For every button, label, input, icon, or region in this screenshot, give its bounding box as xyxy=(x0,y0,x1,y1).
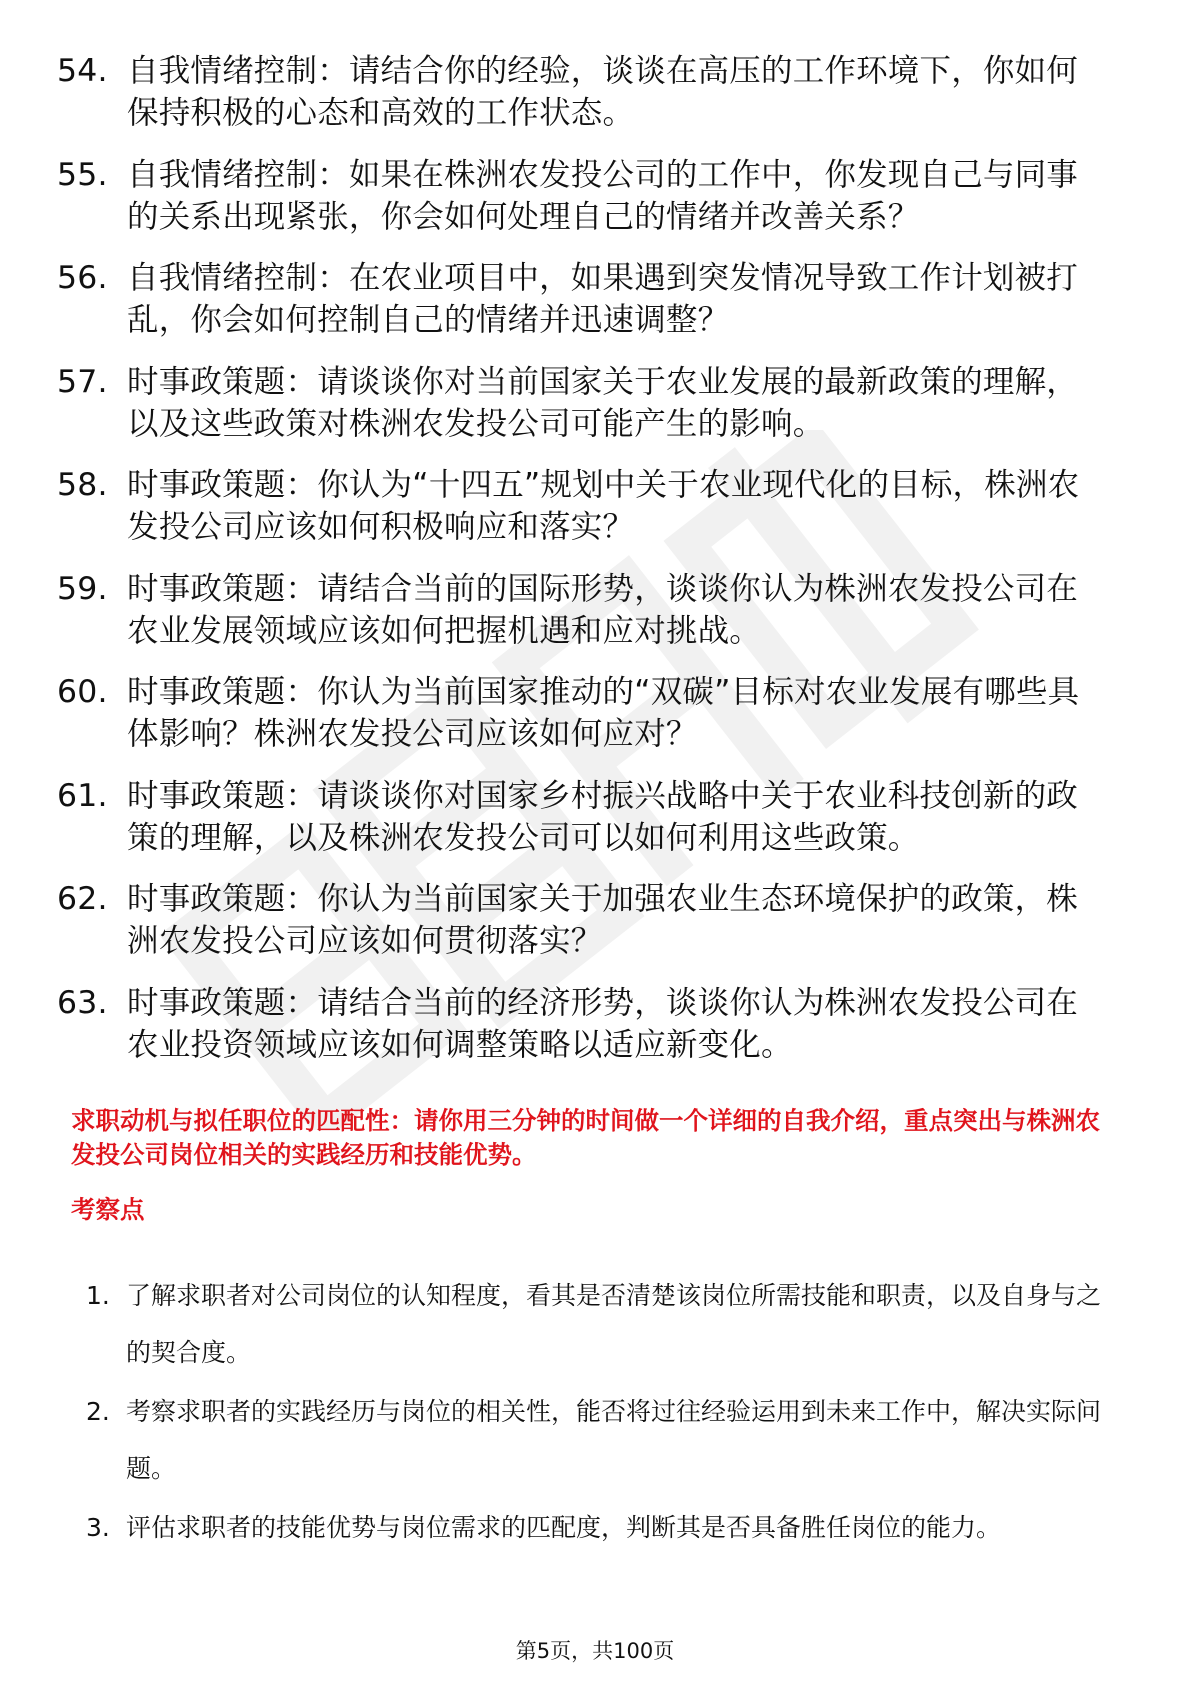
question-text: 自我情绪控制：在农业项目中，如果遇到突发情况导致工作计划被打乱，你会如何控制自己的情绪并迅速调整？ xyxy=(127,260,1079,338)
point-text: 评估求职者的技能优势与岗位需求的匹配度，判断其是否具备胜任岗位的能力。 xyxy=(126,1513,1002,1542)
point-text: 了解求职者对公司岗位的认知程度，看其是否清楚该岗位所需技能和职责，以及自身与之的契合度。 xyxy=(126,1281,1102,1367)
question-item-58 xyxy=(57,464,1107,548)
question-number: 59. xyxy=(57,570,108,607)
question-item-63 xyxy=(57,982,1107,1066)
question-item-61 xyxy=(57,775,1107,859)
question-number: 62. xyxy=(57,881,108,917)
page-footer: 第5页，共100页 xyxy=(515,1639,675,1663)
question-text: 时事政策题：请结合当前的经济形势，谈谈你认为株洲农发投公司在农业投资领域应该如何调整策略以适应新变化。 xyxy=(127,984,1079,1063)
question-text: 自我情绪控制：如果在株洲农发投公司的工作中，你发现自己与同事的关系出现紧张，你会如何处理自己的情绪并改善关系？ xyxy=(127,156,1079,235)
question-list xyxy=(57,50,1107,1085)
question-number: 63. xyxy=(57,984,108,1021)
question-text: 时事政策题：请结合当前的国际形势，谈谈你认为株洲农发投公司在农业发展领域应该如何把握机遇和应对挑战。 xyxy=(127,570,1079,649)
point-number: 1. xyxy=(86,1281,110,1310)
question-item-56 xyxy=(57,257,1107,341)
assessment-point-1 xyxy=(86,1267,1116,1381)
assessment-point-3 xyxy=(86,1499,1116,1556)
question-number: 60. xyxy=(57,674,108,710)
question-item-60 xyxy=(57,671,1107,755)
question-number: 57. xyxy=(57,363,108,400)
question-number: 54. xyxy=(57,53,108,89)
question-item-54 xyxy=(57,50,1107,134)
question-text: 自我情绪控制：请结合你的经验，谈谈在高压的工作环境下，你如何保持积极的心态和高效的工作状态。 xyxy=(127,53,1079,131)
assessment-points-list xyxy=(86,1267,1116,1558)
highlight-question: 求职动机与拟任职位的匹配性：请你用三分钟的时间做一个详细的自我介绍，重点突出与株洲农发投公司岗位相关的实践经历和技能优势。 xyxy=(71,1106,1100,1169)
question-number: 61. xyxy=(57,777,108,814)
question-text: 时事政策题：请谈谈你对国家乡村振兴战略中关于农业科技创新的政策的理解，以及株洲农发投公司可以如何利用这些政策。 xyxy=(127,777,1079,856)
point-text: 考察求职者的实践经历与岗位的相关性，能否将过往经验运用到未来工作中，解决实际问题。 xyxy=(126,1397,1102,1483)
section-title: 考察点 xyxy=(71,1195,145,1224)
assessment-point-2 xyxy=(86,1383,1116,1497)
question-number: 58. xyxy=(57,467,108,503)
question-text: 时事政策题：你认为“十四五”规划中关于农业现代化的目标，株洲农发投公司应该如何积极响应和落实？ xyxy=(127,467,1080,545)
point-number: 2. xyxy=(86,1397,110,1426)
question-text: 时事政策题：你认为当前国家关于加强农业生态环境保护的政策，株洲农发投公司应该如何贯彻落实？ xyxy=(127,881,1079,959)
question-text: 时事政策题：你认为当前国家推动的“双碳”目标对农业发展有哪些具体影响？株洲农发投公司应该如何应对？ xyxy=(127,674,1080,752)
question-number: 56. xyxy=(57,260,108,296)
question-item-55 xyxy=(57,154,1107,238)
question-item-62 xyxy=(57,878,1107,962)
question-item-59 xyxy=(57,568,1107,652)
question-item-57 xyxy=(57,361,1107,445)
question-text: 时事政策题：请谈谈你对当前国家关于农业发展的最新政策的理解，以及这些政策对株洲农发投公司可能产生的影响。 xyxy=(127,363,1079,442)
question-number: 55. xyxy=(57,156,108,193)
point-number: 3. xyxy=(86,1513,110,1542)
